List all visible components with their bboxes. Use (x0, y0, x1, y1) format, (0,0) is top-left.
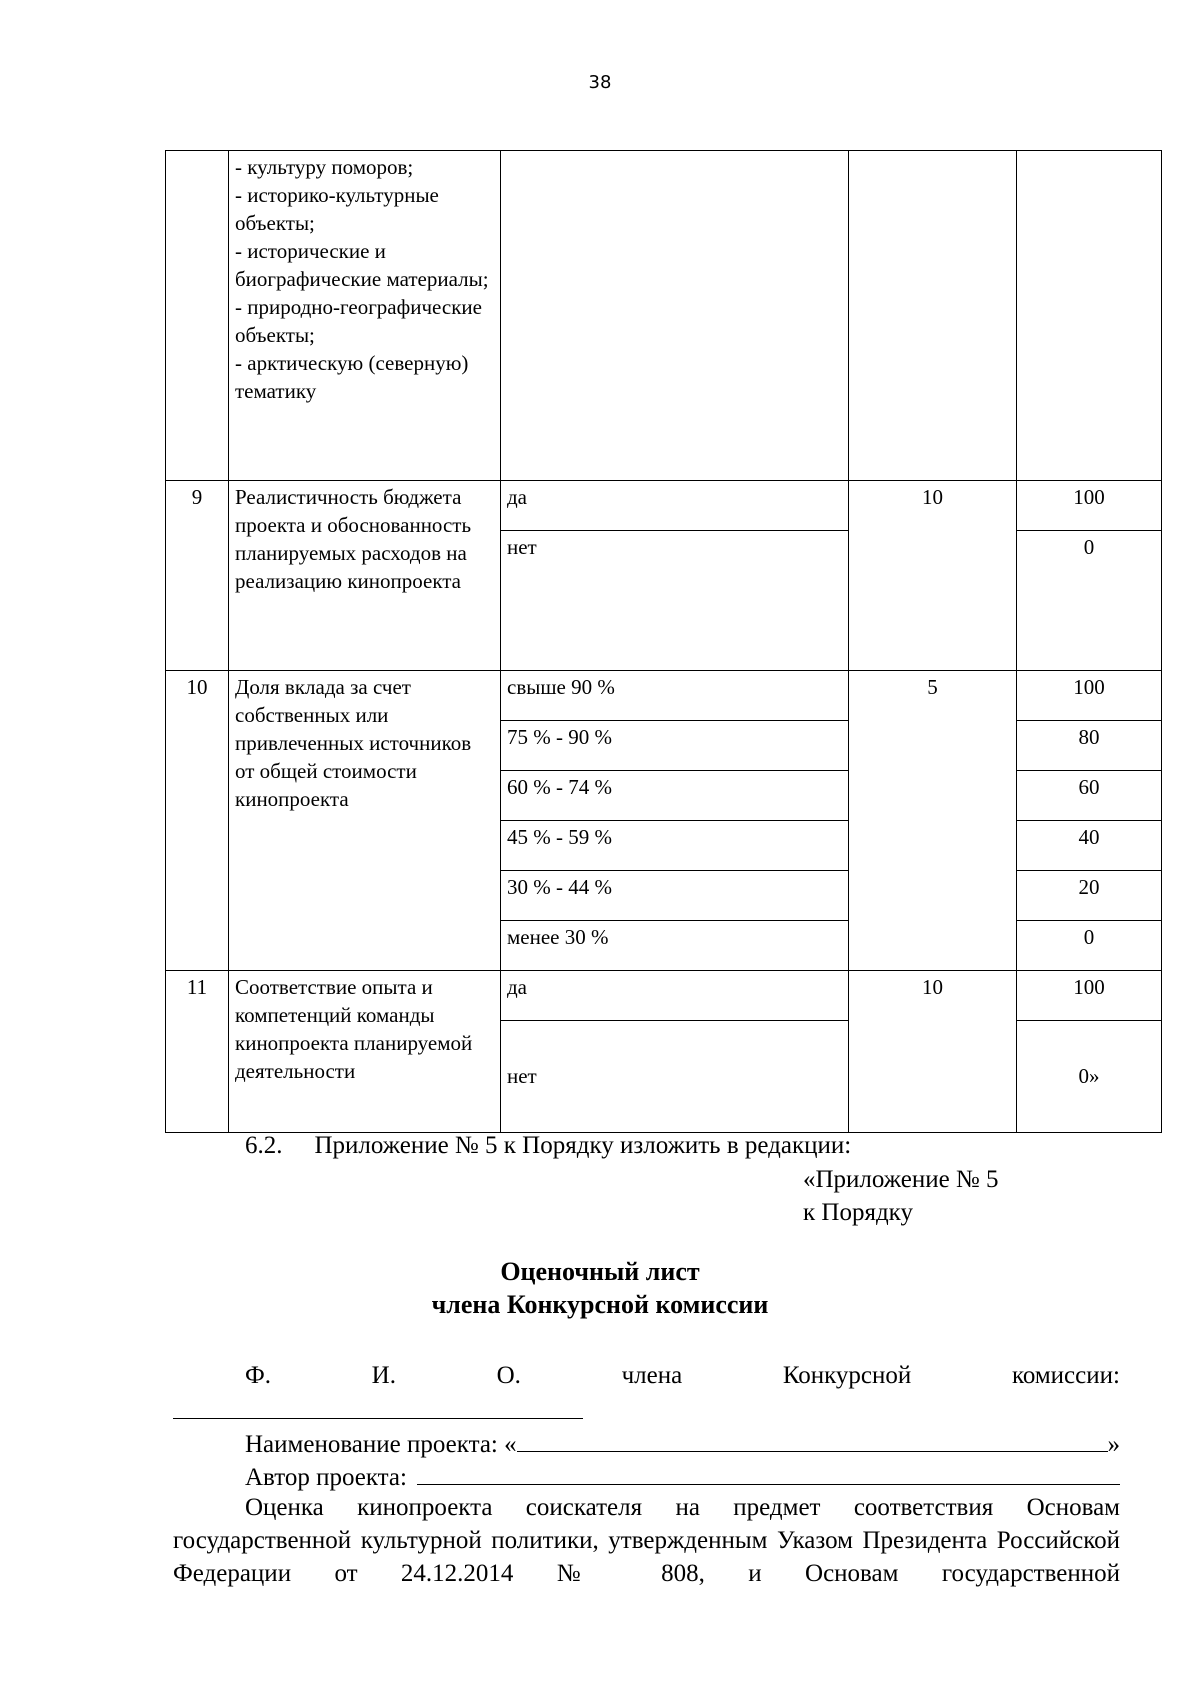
criterion-cell: Соответствие опыта и компетенций команды кинопроекта планируемой деятельности (229, 971, 501, 1133)
title-line-1: Оценочный лист (500, 1257, 700, 1286)
option-cell: да (501, 481, 849, 531)
amendment-text: Приложение № 5 к Порядку изложить в редакции: (314, 1132, 852, 1159)
option-cell: 60 % - 74 % (501, 771, 849, 821)
option-cell: нет (501, 1021, 849, 1133)
option-cell (501, 151, 849, 481)
weight-cell: 10 (849, 481, 1017, 671)
project-name-close: » (1107, 1431, 1120, 1458)
num-cell: 11 (166, 971, 229, 1133)
fio-line (245, 1359, 1120, 1392)
weight-cell: 5 (849, 671, 1017, 971)
option-cell: 75 % - 90 % (501, 721, 849, 771)
num-cell: 9 (166, 481, 229, 671)
score-cell: 100 (1017, 671, 1162, 721)
project-name-label: Наименование проекта: « (245, 1431, 517, 1458)
amendment-line (245, 1129, 1200, 1162)
num-cell: 10 (166, 671, 229, 971)
score-cell: 20 (1017, 871, 1162, 921)
fio-word: О. (496, 1362, 521, 1389)
project-name-blank (517, 1425, 1108, 1452)
title-line-2: члена Конкурсной комиссии (431, 1290, 769, 1319)
author-label: Автор проекта: (245, 1464, 407, 1491)
document-title (0, 1255, 1200, 1321)
option-cell: нет (501, 531, 849, 671)
option-cell: 30 % - 44 % (501, 871, 849, 921)
score-cell: 0 (1017, 531, 1162, 671)
amendment-number: 6.2. (245, 1132, 283, 1159)
fio-blank-line (173, 1418, 583, 1419)
appendix-reference (803, 1163, 1200, 1229)
score-cell: 0 (1017, 921, 1162, 971)
criterion-cell: Доля вклада за счет собственных или привлеченных источников от общей стоимости кинопроекта (229, 671, 501, 971)
option-cell: менее 30 % (501, 921, 849, 971)
author-line (245, 1458, 1120, 1494)
table-row (166, 481, 1162, 531)
option-cell: свыше 90 % (501, 671, 849, 721)
score-cell: 40 (1017, 821, 1162, 871)
option-cell: 45 % - 59 % (501, 821, 849, 871)
table-row (166, 971, 1162, 1021)
author-blank (417, 1458, 1120, 1485)
score-cell: 0» (1017, 1021, 1162, 1133)
paragraph-text: Оценка кинопроекта соискателя на предмет соответствия Основам государственной культурной политики, утвержденным Указом Президента Российской Федерации от 24.12.2014 № 808, и Основам государственной (173, 1494, 1120, 1587)
weight-cell (849, 151, 1017, 481)
num-cell (166, 151, 229, 481)
criterion-cell: Реалистичность бюджета проекта и обоснованность планируемых расходов на реализацию кинопроекта (229, 481, 501, 671)
score-cell: 60 (1017, 771, 1162, 821)
fio-word: Конкурсной (782, 1362, 912, 1389)
score-cell (1017, 151, 1162, 481)
criteria-table (165, 150, 1162, 1133)
table-row (166, 671, 1162, 721)
project-name-line (245, 1425, 1120, 1461)
score-cell: 80 (1017, 721, 1162, 771)
weight-cell: 10 (849, 971, 1017, 1133)
fio-word: И. (371, 1362, 396, 1389)
assessment-paragraph (173, 1491, 1120, 1590)
fio-word: комиссии: (1011, 1362, 1120, 1389)
appendix-line-1: «Приложение № 5 (803, 1166, 999, 1193)
page-number: 38 (588, 72, 612, 93)
table-row (166, 151, 1162, 481)
fio-word: Ф. (245, 1362, 272, 1389)
option-cell: да (501, 971, 849, 1021)
criterion-cell: - культуру поморов; - историко-культурные объекты; - исторические и биографические материалы; - природно-географические объекты; - арктическую (северную) тематику (229, 151, 501, 481)
appendix-line-2: к Порядку (803, 1199, 913, 1226)
score-cell: 100 (1017, 481, 1162, 531)
score-cell: 100 (1017, 971, 1162, 1021)
fio-word: члена (621, 1362, 683, 1389)
